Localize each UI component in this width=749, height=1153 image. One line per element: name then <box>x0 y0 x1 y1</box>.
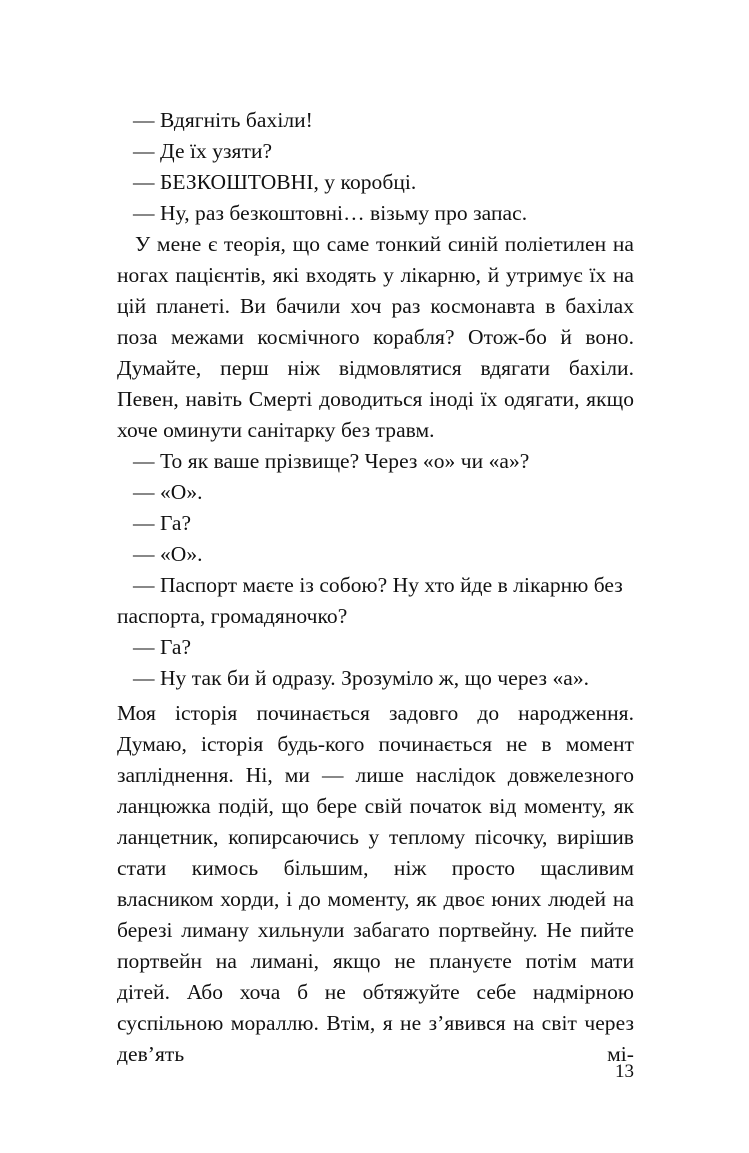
page-number: 13 <box>615 1061 634 1082</box>
dialogue-line: — БЕЗКОШТОВНІ, у коробці. <box>133 170 417 194</box>
text-block-narrative <box>117 698 634 1070</box>
dialogue-line: — «О». <box>133 480 203 504</box>
dialogue-line: — Га? <box>133 635 192 659</box>
dialogue-line: — То як ваше прізвище? Через «о» чи «а»? <box>133 449 530 473</box>
dialogue-line: — «О». <box>133 542 203 566</box>
text-block-dialogue-and-narration <box>117 105 634 694</box>
dialogue-line: — Паспорт маєте із собою? Ну хто йде в лікарню без паспорта, громадяночко? <box>117 573 623 628</box>
dialogue-line: — Де їх узяти? <box>133 139 273 163</box>
dialogue-line: — Ну, раз безкоштовні… візьму про запас. <box>133 201 528 225</box>
narration-paragraph: Моя історія починається задовго до народження. Думаю, історія будь-кого починається не в момент запліднення. Ні, ми — лише наслідок довжелезного ланцюжка подій, що бере свій початок від моменту, як ланцетник, копирсаючись у теплому пісочку, вирішив стати кимось більшим, ніж просто щасливим власником хорди, і до моменту, як двоє юних людей на березі лиману хильнули забагато портвейну. Не пийте портвейн на лимані, якщо не плануєте потім мати дітей. Або хоча б не обтяжуйте себе надмірною суспільною мораллю. Втім, я не з’явився на світ через дев’ять мі- <box>117 701 634 1066</box>
dialogue-line: — Га? <box>133 511 192 535</box>
dialogue-line: — Вдягніть бахіли! <box>133 108 313 132</box>
dialogue-line: — Ну так би й одразу. Зрозуміло ж, що через «а». <box>133 666 590 690</box>
narration-paragraph: У мене є теорія, що саме тонкий синій поліетилен на ногах пацієнтів, які входять у лікарню, й утримує їх на цій планеті. Ви бачили хоч раз космонавта в бахілах поза межами космічного корабля? Отож-бо й воно. Думайте, перш ніж відмовлятися вдягати бахіли. Певен, навіть Смерті доводиться іноді їх одягати, якщо хоче оминути санітарку без травм. <box>117 232 634 442</box>
